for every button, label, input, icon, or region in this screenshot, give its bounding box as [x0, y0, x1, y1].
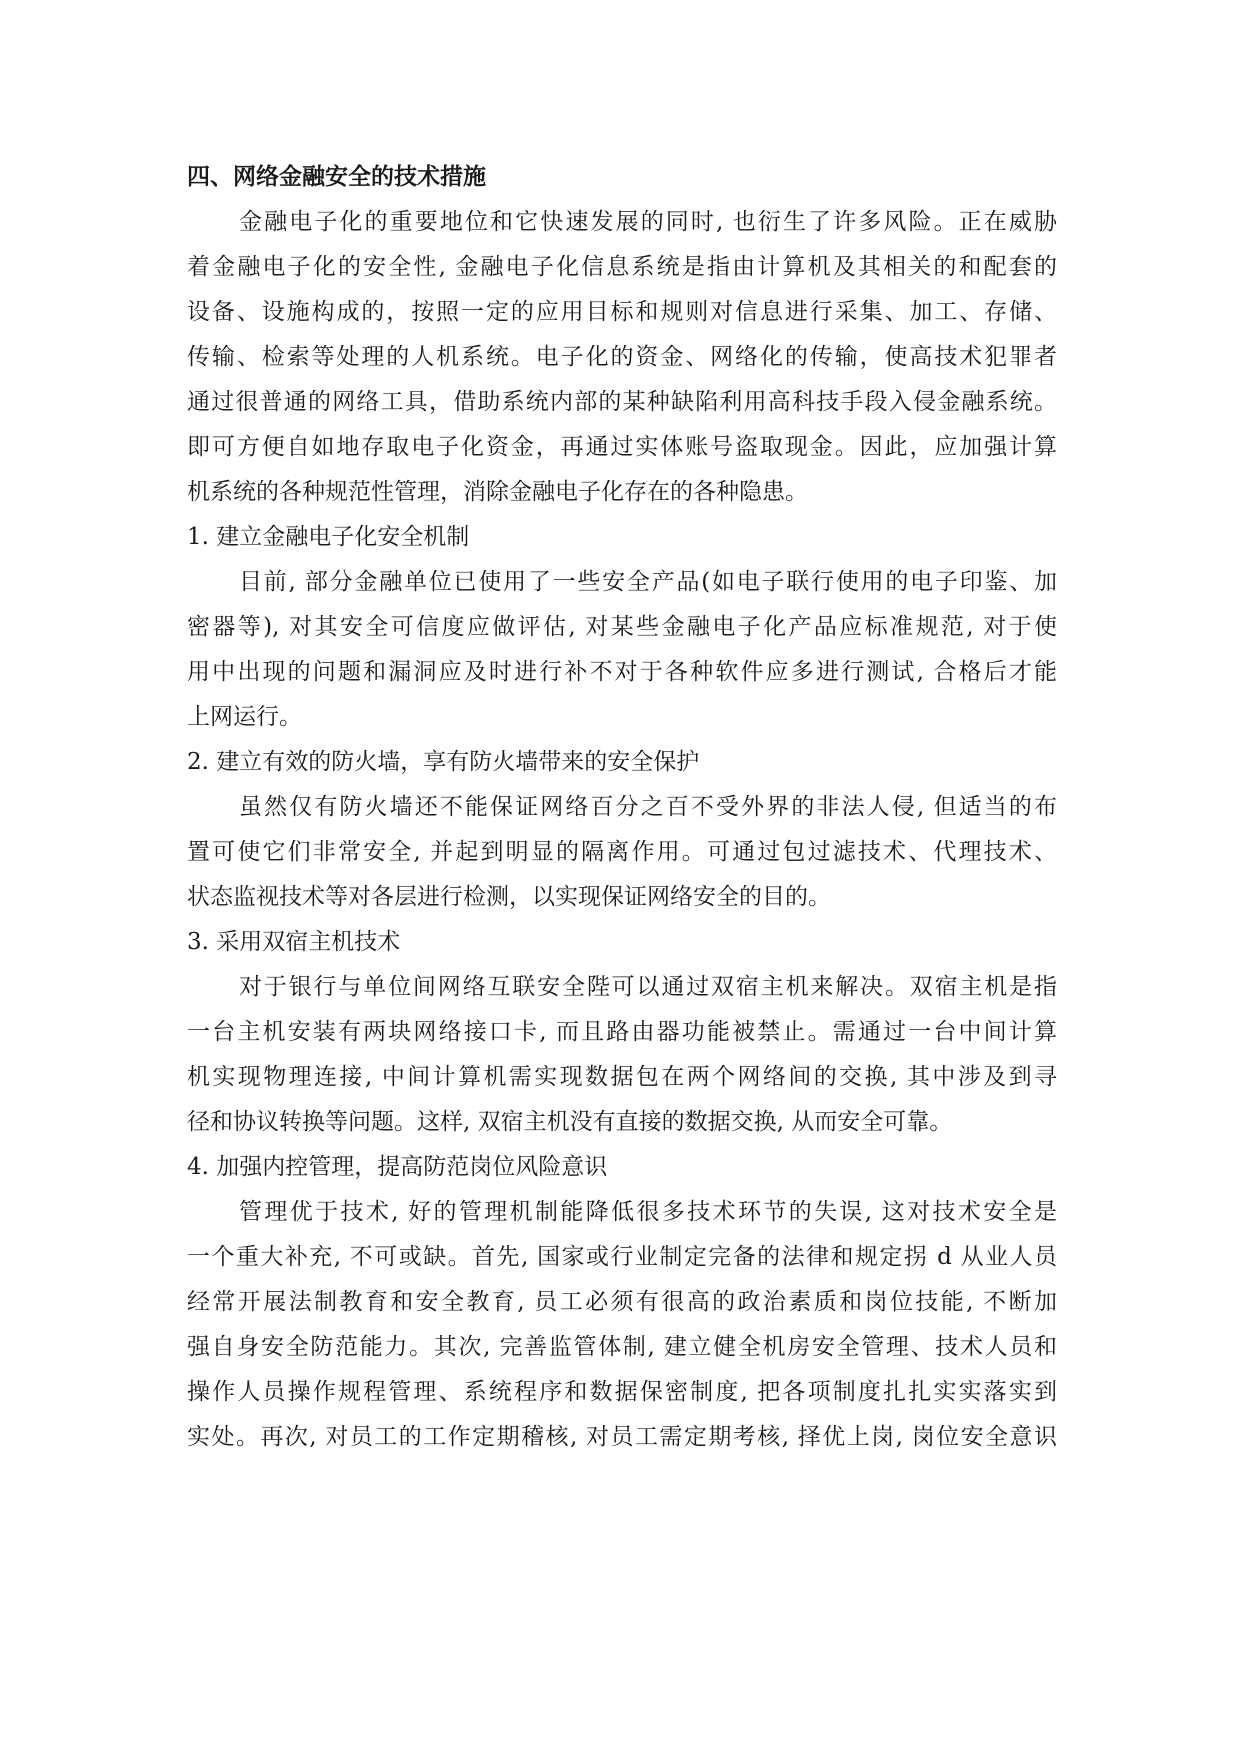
paragraph-line: 管理优于技术, 好的管理机制能降低很多技术环节的失误, 这对技术安全是 [239, 1199, 1057, 1225]
paragraph-line: 一台主机安装有两块网络接口卡, 而且路由器功能被禁止。需通过一台中间计算 [187, 1019, 1057, 1045]
paragraph-line: 上网运行。 [187, 704, 302, 730]
paragraph-line: 金融电子化的重要地位和它快速发展的同时, 也衍生了许多风险。正在威胁 [239, 209, 1057, 235]
paragraph-line: 通过很普通的网络工具，借助系统内部的某种缺陷利用高科技手段入侵金融系统。 [187, 389, 1057, 415]
subsection-heading: 4. 加强内控管理，提高防范岗位风险意识 [187, 1154, 608, 1180]
paragraph-line: 实处。再次, 对员工的工作定期稽核, 对员工需定期考核, 择优上岗, 岗位安全意识 [187, 1424, 1057, 1450]
paragraph-line: 密器等), 对其安全可信度应做评估, 对某些金融电子化产品应标准规范, 对于使 [187, 614, 1057, 640]
subsection-heading: 2. 建立有效的防火墙，享有防火墙带来的安全保护 [187, 749, 700, 775]
paragraph-line: 传输、检索等处理的人机系统。电子化的资金、网络化的传输，使高技术犯罪者 [187, 344, 1057, 370]
paragraph-line: 机系统的各种规范性管理，消除金融电子化存在的各种隐患。 [187, 479, 808, 505]
subsection-heading: 3. 采用双宿主机技术 [187, 929, 401, 955]
paragraph-line: 对于银行与单位间网络互联安全陛可以通过双宿主机来解决。双宿主机是指 [239, 974, 1057, 1000]
paragraph-line: 虽然仅有防火墙还不能保证网络百分之百不受外界的非法人侵, 但适当的布 [239, 794, 1057, 820]
section-heading: 四、网络金融安全的技术措施 [187, 164, 486, 190]
paragraph-line: 设备、设施构成的，按照一定的应用目标和规则对信息进行采集、加工、存储、 [187, 299, 1057, 325]
paragraph-line: 用中出现的问题和漏洞应及时进行补不对于各种软件应多进行测试, 合格后才能 [187, 659, 1057, 685]
paragraph-line: 状态监视技术等对各层进行检测，以实现保证网络安全的目的。 [187, 884, 831, 910]
paragraph-line: 即可方便自如地存取电子化资金，再通过实体账号盗取现金。因此，应加强计算 [187, 434, 1057, 460]
paragraph-line: 操作人员操作规程管理、系统程序和数据保密制度, 把各项制度扎扎实实落实到 [187, 1379, 1057, 1405]
paragraph-line: 经常开展法制教育和安全教育, 员工必须有很高的政治素质和岗位技能, 不断加 [187, 1289, 1057, 1315]
paragraph-line: 着金融电子化的安全性, 金融电子化信息系统是指由计算机及其相关的和配套的 [187, 254, 1057, 280]
paragraph-line: 强自身安全防范能力。其次, 完善监管体制, 建立健全机房安全管理、技术人员和 [187, 1334, 1057, 1360]
paragraph-line: 置可使它们非常安全, 并起到明显的隔离作用。可通过包过滤技术、代理技术、 [187, 839, 1057, 865]
paragraph-line: 目前, 部分金融单位已使用了一些安全产品(如电子联行使用的电子印鉴、加 [239, 569, 1057, 595]
subsection-heading: 1. 建立金融电子化安全机制 [187, 524, 470, 550]
paragraph-line: 一个重大补充, 不可或缺。首先, 国家或行业制定完备的法律和规定拐 d 从业人员 [187, 1244, 1057, 1270]
paragraph-line: 径和协议转换等问题。这样, 双宿主机没有直接的数据交换, 从而安全可靠。 [187, 1109, 953, 1135]
document-body [187, 155, 1057, 1460]
paragraph-line: 机实现物理连接, 中间计算机需实现数据包在两个网络间的交换, 其中涉及到寻 [187, 1064, 1057, 1090]
